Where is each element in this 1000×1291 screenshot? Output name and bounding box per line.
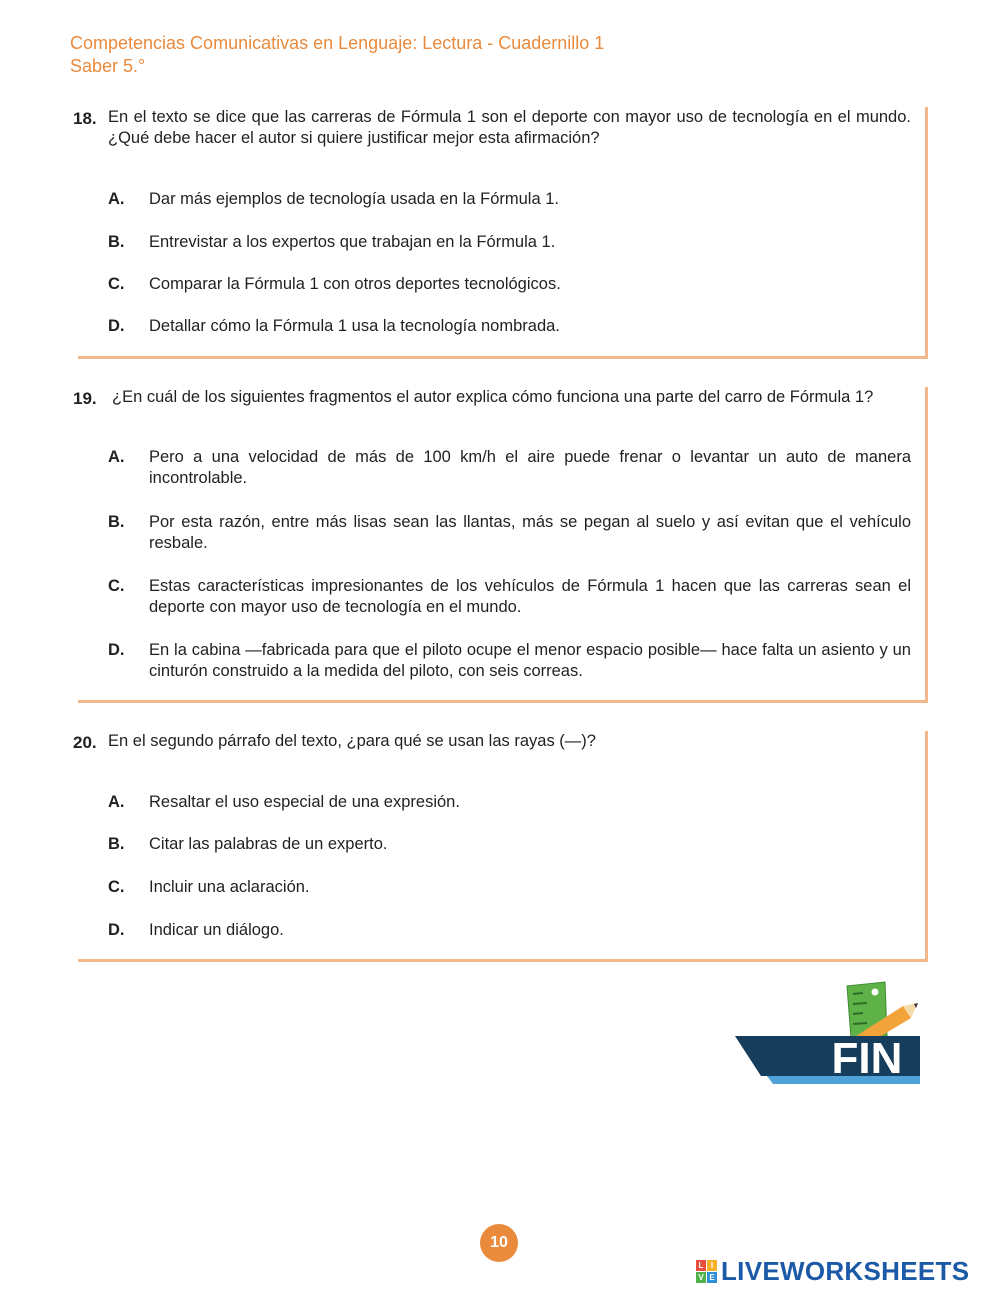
option-letter: B. <box>108 513 125 531</box>
option-text: Citar las palabras de un experto. <box>149 835 388 853</box>
question-19 <box>73 387 928 703</box>
option-text: Por esta razón, entre más lisas sean las llantas, más se pegan al suelo y así evitan que el vehículo resbale. <box>149 513 911 552</box>
option-letter: A. <box>108 448 125 466</box>
header-title: Competencias Comunicativas en Lenguaje: Lectura - Cuadernillo 1 <box>70 33 605 53</box>
question-20 <box>73 731 928 962</box>
page-number: 10 <box>480 1224 518 1262</box>
option-letter: C. <box>108 878 125 896</box>
option-letter: C. <box>108 577 125 595</box>
option-text: Entrevistar a los expertos que trabajan en la Fórmula 1. <box>149 233 556 251</box>
option-text: Indicar un diálogo. <box>149 921 284 939</box>
fin-graphic <box>735 978 925 1090</box>
option-letter: D. <box>108 921 125 939</box>
option-letter: A. <box>108 793 125 811</box>
option-text: Dar más ejemplos de tecnología usada en la Fórmula 1. <box>149 190 559 208</box>
question-number: 18. <box>73 109 97 128</box>
question-number: 20. <box>73 733 97 752</box>
option-letter: B. <box>108 835 125 853</box>
question-text: ¿En cuál de los siguientes fragmentos el autor explica cómo funciona una parte del carro de Fórmula 1? <box>112 388 874 406</box>
fin-label: FIN <box>831 1034 903 1083</box>
option-text: En la cabina —fabricada para que el piloto ocupe el menor espacio posible— hace falta un asiento y un cinturón construido a la medida del piloto, con seis correas. <box>149 641 911 680</box>
option-letter: A. <box>108 190 125 208</box>
question-number: 19. <box>73 389 97 408</box>
option-letter: D. <box>108 317 125 335</box>
option-text: Estas características impresionantes de los vehículos de Fórmula 1 hacen que las carreras sean el deporte con mayor uso de tecnología en el mundo. <box>149 577 911 616</box>
option-letter: C. <box>108 275 125 293</box>
question-18 <box>73 107 928 359</box>
liveworksheets-brand <box>696 1254 969 1288</box>
worksheet-header <box>70 32 604 78</box>
option-letter: D. <box>108 641 125 659</box>
option-text: Pero a una velocidad de más de 100 km/h el aire puede frenar o levantar un auto de manera incontrolable. <box>149 448 911 487</box>
option-text: Resaltar el uso especial de una expresión. <box>149 793 460 811</box>
liveworksheets-wordmark: LIVEWORKSHEETS <box>721 1255 970 1286</box>
option-text: Comparar la Fórmula 1 con otros deportes tecnológicos. <box>149 275 561 293</box>
option-text: Incluir una aclaración. <box>149 878 310 896</box>
question-text: En el segundo párrafo del texto, ¿para qué se usan las rayas (—)? <box>108 732 596 750</box>
option-text: Detallar cómo la Fórmula 1 usa la tecnología nombrada. <box>149 317 560 335</box>
fin-badge <box>735 978 925 1090</box>
question-text: En el texto se dice que las carreras de Fórmula 1 son el deporte con mayor uso de tecnología en el mundo. ¿Qué debe hacer el autor si quiere justificar mejor esta afirmación? <box>108 108 911 147</box>
liveworksheets-logo-icon: L I V E <box>696 1260 717 1283</box>
header-grade: Saber 5.° <box>70 56 146 76</box>
option-letter: B. <box>108 233 125 251</box>
